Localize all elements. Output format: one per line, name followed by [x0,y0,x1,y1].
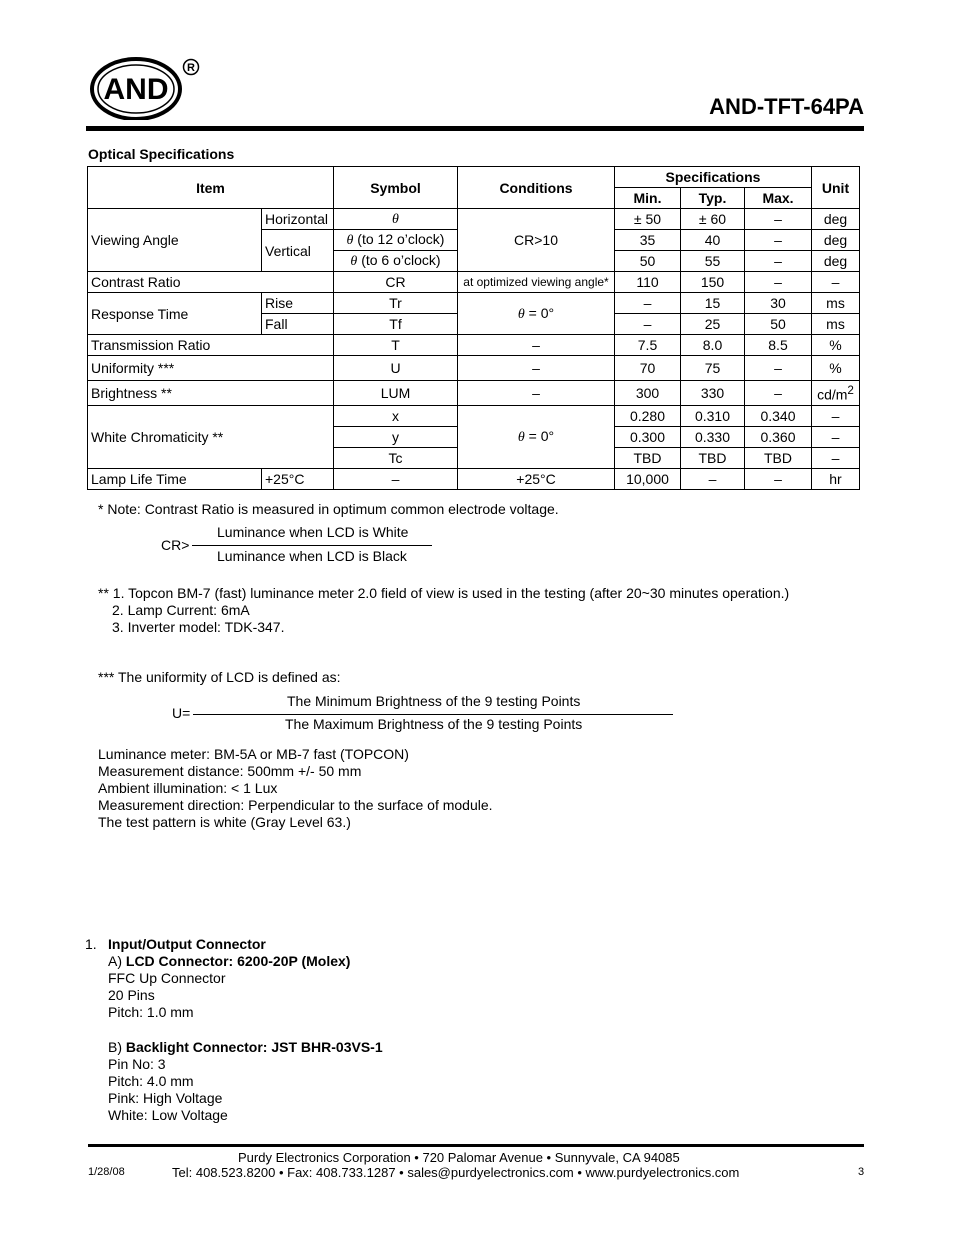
max-cell: – [745,209,812,230]
typ-cell: 0.310 [681,406,745,427]
min-cell: 70 [615,356,681,381]
unit-cell: % [812,335,860,356]
registered-mark [182,58,200,76]
header-max: Max. [745,188,812,209]
measurement-note-2: 2. Lamp Current: 6mA [112,602,250,618]
header-unit: Unit [812,167,860,209]
lcd-connector-heading: A) LCD Connector: 6200-20P (Molex) [108,953,351,969]
table-row [88,335,860,356]
max-cell: – [745,251,812,272]
transmission-ratio-label: Transmission Ratio [88,335,334,356]
vertical-label: Vertical [262,230,334,272]
fall-label: Fall [262,314,334,335]
footer-rule [88,1144,864,1147]
u-denominator: The Maximum Brightness of the 9 testing Points [285,716,583,732]
symbol-cell: Tr [334,293,458,314]
min-cell: 0.300 [615,427,681,448]
svg-text:AND: AND [103,73,169,106]
max-cell: – [745,272,812,293]
table-row [88,356,860,381]
backlight-connector-line: Pin No: 3 [108,1056,166,1072]
svg-text:R: R [187,62,195,74]
header-min: Min. [615,188,681,209]
contrast-ratio-label: Contrast Ratio [88,272,334,293]
table-header-row [88,167,860,188]
uniformity-label: Uniformity *** [88,356,334,381]
min-cell: 50 [615,251,681,272]
lamp-life-label: Lamp Life Time [88,469,262,490]
condition-cell: +25°C [458,469,615,490]
table-row [88,293,860,314]
min-cell: TBD [615,448,681,469]
measurement-note-3: 3. Inverter model: TDK-347. [112,619,285,635]
max-cell: 0.340 [745,406,812,427]
max-cell: – [745,230,812,251]
condition-cell: – [458,381,615,406]
min-cell: 0.280 [615,406,681,427]
measurement-line: Measurement distance: 500mm +/- 50 mm [98,763,362,779]
header-rule [86,126,864,131]
table-row [88,406,860,427]
section-title: Optical Specifications [88,146,235,162]
chromaticity-condition: θ = 0° [458,406,615,469]
backlight-connector-line: White: Low Voltage [108,1107,228,1123]
optical-spec-table [87,166,860,490]
symbol-cell: θ (to 12 o’clock) [334,230,458,251]
connector-title: Input/Output Connector [108,936,266,952]
u-fraction-line [193,714,673,715]
symbol-cell: Tc [334,448,458,469]
brightness-label: Brightness ** [88,381,334,406]
viewing-angle-condition: CR>10 [458,209,615,272]
symbol-cell: T [334,335,458,356]
unit-cell: – [812,427,860,448]
max-cell: – [745,356,812,381]
min-cell: – [615,314,681,335]
max-cell: – [745,381,812,406]
cr-fraction-line [192,545,432,546]
document-title: AND-TFT-64PA [709,94,864,119]
typ-cell: 330 [681,381,745,406]
measurement-conditions [98,746,493,831]
max-cell: 30 [745,293,812,314]
contrast-note: * Note: Contrast Ratio is measured in optimum common electrode voltage. [98,501,559,517]
symbol-cell: θ [334,209,458,230]
unit-cell: ms [812,314,860,335]
response-time-label: Response Time [88,293,262,335]
min-cell: 10,000 [615,469,681,490]
backlight-connector-heading: B) Backlight Connector: JST BHR-03VS-1 [108,1039,383,1055]
unit-cell: – [812,406,860,427]
symbol-cell: CR [334,272,458,293]
condition-cell: – [458,356,615,381]
measurement-note-1: ** 1. Topcon BM-7 (fast) luminance meter 2.0 field of view is used in the testing (after 20~30 minutes operation.) [98,585,790,601]
max-cell: 8.5 [745,335,812,356]
page-number: 3 [858,1166,865,1178]
lamp-temp-label: +25°C [262,469,334,490]
min-cell: – [615,293,681,314]
typ-cell: 40 [681,230,745,251]
lcd-connector-line: FFC Up Connector [108,970,226,986]
cr-numerator: Luminance when LCD is White [217,524,409,540]
max-cell: 0.360 [745,427,812,448]
unit-cell: $cd/m^2$ [812,381,860,406]
condition-cell: – [458,335,615,356]
backlight-connector-line: Pitch: 4.0 mm [108,1073,194,1089]
connector-section [108,936,383,1124]
typ-cell: – [681,469,745,490]
cr-denominator: Luminance when LCD is Black [217,548,407,564]
measurement-line: Measurement direction: Perpendicular to the surface of module. [98,797,493,813]
white-chromaticity-label: White Chromaticity ** [88,406,334,469]
footer-contact: Tel: 408.523.8200 • Fax: 408.733.1287 • sales@purdyelectronics.com • www.purdyelectronics.com [172,1165,740,1180]
typ-cell: 25 [681,314,745,335]
symbol-cell: LUM [334,381,458,406]
unit-cell: – [812,448,860,469]
min-cell: 35 [615,230,681,251]
unit-cell: deg [812,230,860,251]
typ-cell: 75 [681,356,745,381]
measurement-line: Ambient illumination: < 1 Lux [98,780,278,796]
unit-cell: hr [812,469,860,490]
backlight-connector-line: Pink: High Voltage [108,1090,223,1106]
symbol-cell: y [334,427,458,448]
table-row [88,209,860,230]
unit-cell: deg [812,251,860,272]
u-numerator: The Minimum Brightness of the 9 testing Points [287,693,581,709]
symbol-cell: – [334,469,458,490]
viewing-angle-label: Viewing Angle [88,209,262,272]
lcd-connector-line: Pitch: 1.0 mm [108,1004,194,1020]
header-symbol: Symbol [334,167,458,209]
unit-cell: deg [812,209,860,230]
footer-address: Purdy Electronics Corporation • 720 Palomar Avenue • Sunnyvale, CA 94085 [238,1150,680,1165]
max-cell: TBD [745,448,812,469]
unit-cell: % [812,356,860,381]
typ-cell: 150 [681,272,745,293]
header-typ: Typ. [681,188,745,209]
table-row [88,272,860,293]
symbol-cell: Tf [334,314,458,335]
max-cell: – [745,469,812,490]
unit-cell: ms [812,293,860,314]
response-condition: θ = 0° [458,293,615,335]
symbol-cell: U [334,356,458,381]
symbol-cell: θ (to 6 o’clock) [334,251,458,272]
horizontal-label: Horizontal [262,209,334,230]
measurement-line: Luminance meter: BM-5A or MB-7 fast (TOPCON) [98,746,409,762]
company-logo [90,56,188,120]
connector-number: 1. [85,936,97,952]
u-prefix: U= [172,705,191,721]
max-cell: 50 [745,314,812,335]
typ-cell: TBD [681,448,745,469]
footer-date: 1/28/08 [88,1166,125,1178]
cr-prefix: CR> [161,537,190,553]
header-item: Item [88,167,334,209]
symbol-cell: x [334,406,458,427]
table-row [88,381,860,406]
typ-cell: 55 [681,251,745,272]
unit-cell: – [812,272,860,293]
min-cell: 110 [615,272,681,293]
lcd-connector-line: 20 Pins [108,987,155,1003]
min-cell: 300 [615,381,681,406]
header-conditions: Conditions [458,167,615,209]
rise-label: Rise [262,293,334,314]
header-specifications: Specifications [615,167,812,188]
typ-cell: 8.0 [681,335,745,356]
min-cell: 7.5 [615,335,681,356]
min-cell: ± 50 [615,209,681,230]
typ-cell: 15 [681,293,745,314]
typ-cell: 0.330 [681,427,745,448]
condition-cell: at optimized viewing angle* [458,272,615,293]
uniformity-note: *** The uniformity of LCD is defined as: [98,669,341,685]
table-row [88,469,860,490]
measurement-line: The test pattern is white (Gray Level 63.) [98,814,351,830]
typ-cell: ± 60 [681,209,745,230]
